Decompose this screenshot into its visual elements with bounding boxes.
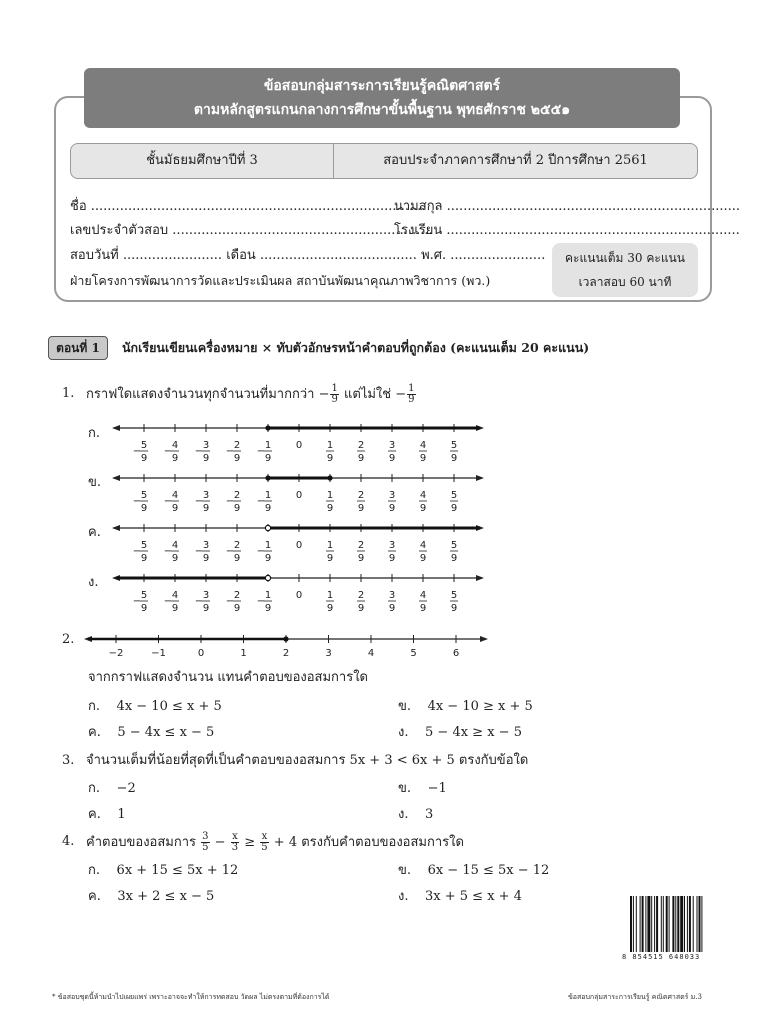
choice-label: ข. xyxy=(398,863,412,878)
tick-numerator: 4 xyxy=(171,540,179,551)
q1-numberline-c xyxy=(110,518,490,566)
q4-text-a: คำตอบของอสมการ xyxy=(86,835,197,850)
q2-choice-b[interactable] xyxy=(398,697,533,717)
choice-text: 3x + 5 ≤ x + 4 xyxy=(425,889,522,904)
student-surname-field[interactable]: นามสกุล ....................................................................... xyxy=(394,199,741,214)
tick-sign: − xyxy=(194,446,204,457)
footer-notice: * ข้อสอบชุดนี้ห้ามนำไปเผยแพร่ เพราะอาจจะทำให้การทดสอบ วัดผล ไม่ตรงตามที่ต้องการได้ xyxy=(52,993,330,1001)
tick-label: 0 xyxy=(295,490,303,501)
tick-denominator: 9 xyxy=(233,553,241,564)
q4-frac2-num: x xyxy=(232,831,238,842)
q4-text xyxy=(86,832,464,853)
tick-label: −1 xyxy=(151,648,166,659)
tick-denominator: 9 xyxy=(388,553,396,564)
tick-numerator: 4 xyxy=(419,440,427,451)
tick-denominator: 9 xyxy=(326,503,334,514)
choice-text: −1 xyxy=(427,781,447,796)
barcode-bar xyxy=(661,896,662,952)
tick-numerator: 2 xyxy=(233,490,241,501)
closed-endpoint xyxy=(283,636,288,641)
barcode-bar xyxy=(647,896,650,952)
tick-numerator: 5 xyxy=(450,490,458,501)
barcode-bar xyxy=(633,896,634,952)
q1-numberline-d xyxy=(110,568,490,616)
tick-sign: − xyxy=(194,546,204,557)
tick-sign: − xyxy=(256,446,266,457)
tick-numerator: 1 xyxy=(326,490,334,501)
q1-frac1 xyxy=(330,384,338,405)
tick-sign: − xyxy=(132,596,142,607)
tick-sign: − xyxy=(225,546,235,557)
tick-numerator: 3 xyxy=(388,590,396,601)
tick-denominator: 9 xyxy=(419,603,427,614)
barcode-bar xyxy=(663,896,664,952)
footer-title: ข้อสอบกลุ่มสาระการเรียนรู้ คณิตศาสตร์ ม.3 xyxy=(568,993,702,1001)
closed-endpoint xyxy=(265,425,270,430)
school-field[interactable]: โรงเรียน ....................................................................... xyxy=(394,223,740,238)
tick-denominator: 9 xyxy=(450,553,458,564)
tick-numerator: 3 xyxy=(202,490,210,501)
tick-numerator: 1 xyxy=(264,440,272,451)
arrow-left xyxy=(112,475,120,481)
publisher-text: ฝ่ายโครงการพัฒนาการวัดและประเมินผล สถาบันพัฒนาคุณภาพวิชาการ (พว.) xyxy=(70,273,491,288)
q2-choice-a[interactable] xyxy=(88,697,222,717)
choice-text: 6x − 15 ≤ 5x − 12 xyxy=(427,863,550,878)
q1-numberline-a xyxy=(110,418,490,466)
q3-choice-d[interactable] xyxy=(398,805,433,825)
q2-number: 2. xyxy=(62,632,75,647)
tick-denominator: 9 xyxy=(419,503,427,514)
tick-numerator: 2 xyxy=(357,540,365,551)
q4-number: 4. xyxy=(62,834,75,849)
barcode-bar xyxy=(666,896,668,952)
tick-label: 0 xyxy=(295,440,303,451)
tick-label: 3 xyxy=(325,648,332,659)
tick-denominator: 9 xyxy=(140,453,148,464)
tick-label: 6 xyxy=(452,648,460,659)
tick-denominator: 9 xyxy=(202,553,210,564)
tick-numerator: 4 xyxy=(171,590,179,601)
closed-endpoint xyxy=(327,475,332,480)
exam-term: สอบประจำภาคการศึกษาที่ 2 ปีการศึกษา 2561 xyxy=(383,153,648,168)
tick-numerator: 2 xyxy=(357,590,365,601)
q1-number: 1. xyxy=(62,386,75,401)
tick-numerator: 5 xyxy=(140,490,148,501)
full-score-text: คะแนนเต็ม 30 คะแนน xyxy=(565,251,685,265)
tick-numerator: 5 xyxy=(140,590,148,601)
tick-denominator: 9 xyxy=(140,553,148,564)
tick-sign: − xyxy=(225,446,235,457)
barcode-bar xyxy=(693,896,694,952)
tick-numerator: 2 xyxy=(233,590,241,601)
tick-sign: − xyxy=(194,596,204,607)
q2-text: จากกราฟแสดงจำนวน แทนคำตอบของอสมการใด xyxy=(88,670,369,685)
q3-choice-b[interactable] xyxy=(398,779,447,799)
tick-numerator: 2 xyxy=(233,440,241,451)
tick-label: 4 xyxy=(367,648,375,659)
tick-sign: − xyxy=(225,596,235,607)
tick-sign: − xyxy=(256,496,266,507)
tick-sign: − xyxy=(163,446,173,457)
exam-id-field[interactable]: เลขประจำตัวสอบ ............................................................... xyxy=(70,223,433,238)
tick-sign: − xyxy=(256,596,266,607)
exam-time-text: เวลาสอบ 60 นาที xyxy=(578,275,672,289)
student-name-field[interactable]: ชื่อ ................................................................................. xyxy=(70,199,426,214)
q1-frac2-num: 1 xyxy=(408,383,415,394)
exam-title-line1: ข้อสอบกลุ่มสาระการเรียนรู้คณิตศาสตร์ xyxy=(263,78,501,94)
tick-numerator: 3 xyxy=(388,540,396,551)
tick-numerator: 1 xyxy=(326,540,334,551)
tick-label: 5 xyxy=(410,648,417,659)
choice-text: 4x − 10 ≥ x + 5 xyxy=(427,699,533,714)
tick-denominator: 9 xyxy=(357,503,365,514)
choice-text: 3 xyxy=(425,807,434,822)
barcode-bar xyxy=(640,896,641,952)
grade-bar xyxy=(70,143,698,179)
barcode-bar xyxy=(677,896,679,952)
tick-denominator: 9 xyxy=(326,553,334,564)
tick-sign: − xyxy=(163,596,173,607)
choice-label: ง. xyxy=(398,889,409,904)
tick-denominator: 9 xyxy=(450,503,458,514)
tick-denominator: 9 xyxy=(264,503,272,514)
q3-text: จำนวนเต็มที่น้อยที่สุดที่เป็นคำตอบของอสมการ 5x + 3 < 6x + 5 ตรงกับข้อใด xyxy=(86,753,529,768)
choice-text: 5 − 4x ≥ x − 5 xyxy=(425,725,522,740)
tick-denominator: 9 xyxy=(171,453,179,464)
tick-denominator: 9 xyxy=(202,453,210,464)
open-endpoint xyxy=(265,525,270,530)
tick-numerator: 3 xyxy=(388,490,396,501)
exam-date-field[interactable]: สอบวันที่ ........................ เดือน ...................................... พ.ศ. ....................... xyxy=(70,248,546,263)
tick-numerator: 3 xyxy=(202,590,210,601)
arrow-right xyxy=(476,475,484,481)
choice-text: 3x + 2 ≤ x − 5 xyxy=(117,889,215,904)
arrow-right xyxy=(480,636,488,642)
choice-label: ค. xyxy=(88,725,101,740)
barcode-bar xyxy=(684,896,685,952)
tick-numerator: 2 xyxy=(357,440,365,451)
tick-label: 2 xyxy=(282,648,290,659)
tick-numerator: 4 xyxy=(171,490,179,501)
q4-frac1 xyxy=(201,832,209,853)
q4-choice-c[interactable] xyxy=(88,887,214,907)
tick-sign: − xyxy=(132,546,142,557)
q1-numberline-b xyxy=(110,468,490,516)
tick-denominator: 9 xyxy=(140,603,148,614)
tick-denominator: 9 xyxy=(233,603,241,614)
barcode-bar xyxy=(656,896,658,952)
arrow-right xyxy=(476,575,484,581)
arrow-left xyxy=(112,525,120,531)
arrow-left xyxy=(112,425,120,431)
tick-sign: − xyxy=(163,546,173,557)
tick-denominator: 9 xyxy=(264,453,272,464)
tick-numerator: 3 xyxy=(202,540,210,551)
tick-denominator: 9 xyxy=(357,603,365,614)
q2-numberline xyxy=(82,630,492,660)
choice-label: ข. xyxy=(398,781,412,796)
tick-denominator: 9 xyxy=(419,453,427,464)
barcode-bar xyxy=(669,896,670,952)
q4-op1: − xyxy=(214,835,226,850)
tick-numerator: 2 xyxy=(233,540,241,551)
q1-frac2 xyxy=(407,384,415,405)
tick-denominator: 9 xyxy=(357,553,365,564)
exam-title-banner xyxy=(84,68,680,128)
choice-label: ค. xyxy=(88,807,101,822)
tick-denominator: 9 xyxy=(171,553,179,564)
choice-label: ข. xyxy=(398,699,412,714)
q4-frac3-num: x xyxy=(261,831,268,842)
tick-numerator: 1 xyxy=(326,590,334,601)
tick-denominator: 9 xyxy=(419,553,427,564)
tick-numerator: 4 xyxy=(419,590,427,601)
q1-choice-c-label[interactable]: ค. xyxy=(88,525,101,540)
q1-frac1-den: 9 xyxy=(331,394,338,405)
tick-denominator: 9 xyxy=(450,453,458,464)
tick-numerator: 1 xyxy=(264,490,272,501)
q4-frac2 xyxy=(231,832,239,853)
tick-numerator: 4 xyxy=(419,490,427,501)
q1-text-a: กราฟใดแสดงจำนวนทุกจำนวนที่มากกว่า − xyxy=(86,387,330,402)
choice-text: 1 xyxy=(117,807,126,822)
barcode-bar xyxy=(689,896,691,952)
tick-sign: − xyxy=(225,496,235,507)
q1-choice-a-label[interactable]: ก. xyxy=(88,426,101,441)
barcode-bar xyxy=(654,896,655,952)
grade-level: ชั้นมัธยมศึกษาปีที่ 3 xyxy=(146,153,258,168)
tick-denominator: 9 xyxy=(388,503,396,514)
choice-text: 6x + 15 ≤ 5x + 12 xyxy=(116,863,239,878)
exam-title-line2: ตามหลักสูตรแกนกลางการศึกษาขั้นพื้นฐาน พุทธศักราช ๒๕๕๑ xyxy=(193,102,571,118)
tick-denominator: 9 xyxy=(326,603,334,614)
tick-denominator: 9 xyxy=(202,503,210,514)
tick-denominator: 9 xyxy=(450,603,458,614)
q4-frac3 xyxy=(260,832,268,853)
tick-denominator: 9 xyxy=(388,453,396,464)
tick-label: −2 xyxy=(108,648,124,659)
tick-denominator: 9 xyxy=(357,453,365,464)
q4-frac2-den: 3 xyxy=(231,842,239,853)
tick-label: 1 xyxy=(240,648,247,659)
barcode-bar xyxy=(672,896,674,952)
q4-frac1-den: 5 xyxy=(202,842,209,853)
q4-text-b: + 4 ตรงกับคำตอบของอสมการใด xyxy=(273,835,464,850)
q4-choice-a[interactable] xyxy=(88,861,238,881)
q3-choice-a[interactable] xyxy=(88,779,136,799)
tick-numerator: 1 xyxy=(264,590,272,601)
tick-numerator: 3 xyxy=(388,440,396,451)
choice-text: 5 − 4x ≤ x − 5 xyxy=(117,725,215,740)
tick-numerator: 1 xyxy=(264,540,272,551)
barcode-bar xyxy=(636,896,637,952)
q4-choice-d[interactable] xyxy=(398,887,522,907)
barcode xyxy=(628,896,716,954)
tick-sign: − xyxy=(256,546,266,557)
q1-text xyxy=(86,384,417,405)
tick-denominator: 9 xyxy=(264,553,272,564)
tick-sign: − xyxy=(132,446,142,457)
tick-numerator: 1 xyxy=(326,440,334,451)
barcode-bar xyxy=(651,896,652,952)
part-instruction: นักเรียนเขียนเครื่องหมาย × ทับตัวอักษรหน้าคำตอบที่ถูกต้อง (คะแนนเต็ม 20 คะแนน) xyxy=(122,340,590,355)
tick-numerator: 5 xyxy=(140,540,148,551)
tick-numerator: 5 xyxy=(450,540,458,551)
tick-numerator: 3 xyxy=(202,440,210,451)
tick-label: 0 xyxy=(197,648,205,659)
open-endpoint xyxy=(265,575,270,580)
q1-frac1-num: 1 xyxy=(331,383,338,394)
barcode-bar xyxy=(675,896,676,952)
tick-numerator: 5 xyxy=(450,590,458,601)
tick-numerator: 4 xyxy=(171,440,179,451)
q4-frac3-den: 5 xyxy=(261,842,268,853)
tick-label: 0 xyxy=(295,540,303,551)
score-time-box xyxy=(552,243,698,297)
barcode-bar xyxy=(630,896,632,952)
q3-number: 3. xyxy=(62,753,75,768)
barcode-number: 8 854515 648033 xyxy=(622,953,701,961)
tick-denominator: 9 xyxy=(264,603,272,614)
tick-sign: − xyxy=(163,496,173,507)
tick-label: 0 xyxy=(295,590,303,601)
choice-text: −2 xyxy=(116,781,136,796)
choice-label: ก. xyxy=(88,863,101,878)
barcode-bar xyxy=(645,896,646,952)
barcode-bar xyxy=(680,896,683,952)
tick-denominator: 9 xyxy=(171,503,179,514)
q4-frac1-num: 3 xyxy=(202,831,209,842)
tick-denominator: 9 xyxy=(202,603,210,614)
choice-label: ค. xyxy=(88,889,101,904)
tick-denominator: 9 xyxy=(233,453,241,464)
tick-denominator: 9 xyxy=(233,503,241,514)
barcode-bar xyxy=(697,896,698,952)
barcode-bar xyxy=(687,896,688,952)
tick-numerator: 5 xyxy=(450,440,458,451)
tick-denominator: 9 xyxy=(140,503,148,514)
q4-op2: ≥ xyxy=(244,835,256,850)
choice-label: ก. xyxy=(88,699,101,714)
tick-numerator: 2 xyxy=(357,490,365,501)
tick-denominator: 9 xyxy=(326,453,334,464)
choice-label: ง. xyxy=(398,725,409,740)
q4-choice-b[interactable] xyxy=(398,861,549,881)
q1-text-b: แต่ไม่ใช่ − xyxy=(344,387,407,402)
choice-text: 4x − 10 ≤ x + 5 xyxy=(116,699,222,714)
tick-sign: − xyxy=(194,496,204,507)
barcode-bar xyxy=(699,896,701,952)
q2-choice-d[interactable] xyxy=(398,723,522,743)
barcode-bar xyxy=(701,896,702,952)
tick-numerator: 5 xyxy=(140,440,148,451)
q3-choice-c[interactable] xyxy=(88,805,126,825)
tick-denominator: 9 xyxy=(388,603,396,614)
q1-choice-b-label[interactable]: ข. xyxy=(88,475,102,490)
tick-numerator: 4 xyxy=(419,540,427,551)
part-tag: ตอนที่ 1 xyxy=(48,336,108,360)
tick-sign: − xyxy=(132,496,142,507)
barcode-bar xyxy=(642,896,644,952)
q1-frac2-den: 9 xyxy=(408,394,415,405)
q1-choice-d-label[interactable]: ง. xyxy=(88,575,99,590)
tick-denominator: 9 xyxy=(171,603,179,614)
choice-label: ง. xyxy=(398,807,409,822)
choice-label: ก. xyxy=(88,781,101,796)
closed-endpoint xyxy=(265,475,270,480)
q2-choice-c[interactable] xyxy=(88,723,214,743)
